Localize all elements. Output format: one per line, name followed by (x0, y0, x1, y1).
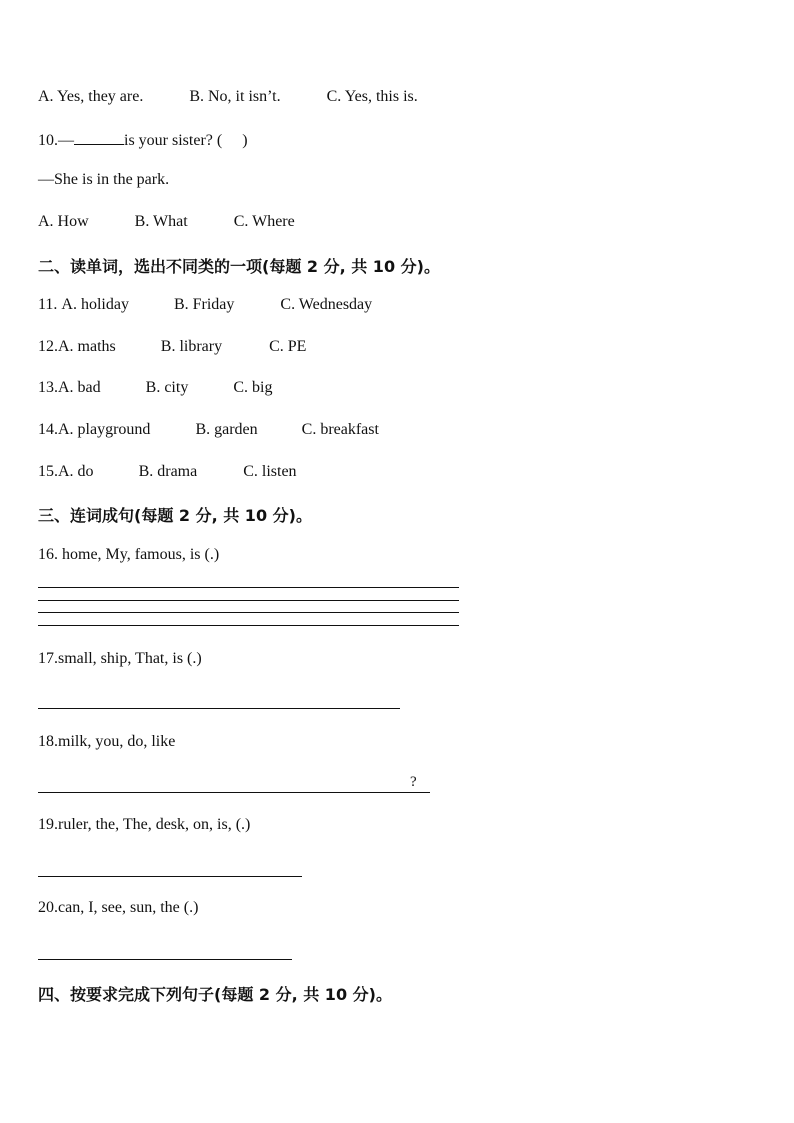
q10-option-c: C. Where (233, 213, 295, 230)
q20-prompt: 20.can, I, see, sun, the (.) (38, 899, 199, 916)
q15-option-c: C. listen (243, 463, 297, 480)
q16-answer-line-1 (38, 587, 459, 588)
q11-option-a: A. holiday (61, 296, 129, 313)
q13 (38, 379, 272, 397)
q20-answer-line (38, 959, 292, 960)
q9-option-a: A. Yes, they are. (38, 88, 144, 105)
q13-option-b: B. city (145, 379, 189, 396)
q10-paren-close: ) (242, 132, 248, 149)
q13-option-c: C. big (233, 379, 273, 396)
q18-answer-line (38, 792, 430, 793)
q13-option-a: A. bad (58, 379, 101, 396)
section3-heading: 三、连词成句(每题 2 分, 共 10 分)。 (38, 506, 312, 525)
q13-number: 13. (38, 379, 58, 396)
q16-answer-line-2 (38, 600, 459, 601)
q9-options (38, 88, 418, 106)
q18-question-mark: ? (410, 774, 417, 790)
section4-heading: 四、按要求完成下列句子(每题 2 分, 共 10 分)。 (38, 985, 392, 1004)
q16-answer-line-3 (38, 612, 459, 613)
q15-number: 15. (38, 463, 58, 480)
q10-number: 10. (38, 132, 58, 149)
q14-option-a: A. playground (58, 421, 151, 438)
q12-option-b: B. library (160, 338, 223, 355)
q11-option-b: B. Friday (173, 296, 235, 313)
q10-answer-line: —She is in the park. (38, 171, 170, 188)
q11-option-c: C. Wednesday (280, 296, 373, 313)
q16-answer-line-4 (38, 625, 459, 626)
q9-option-c: C. Yes, this is. (326, 88, 418, 105)
q10-blank (74, 130, 124, 145)
q15-option-b: B. drama (138, 463, 198, 480)
q14-option-c: C. breakfast (301, 421, 379, 438)
q17-answer-line (38, 708, 400, 709)
q12-option-c: C. PE (269, 338, 307, 355)
q10-stem-text: is your sister? ( (124, 132, 223, 149)
q18-prompt: 18.milk, you, do, like (38, 733, 176, 750)
section2-heading: 二、读单词，选出不同类的一项(每题 2 分, 共 10 分)。 (38, 257, 440, 276)
q12 (38, 338, 306, 356)
q19-prompt: 19.ruler, the, The, desk, on, is, (.) (38, 816, 251, 833)
q17-prompt: 17.small, ship, That, is (.) (38, 650, 202, 667)
q14-option-b: B. garden (195, 421, 258, 438)
q19-answer-line (38, 876, 302, 877)
q12-option-a: A. maths (58, 338, 116, 355)
q11 (38, 296, 372, 314)
q12-number: 12. (38, 338, 58, 355)
q10-dash: — (58, 132, 74, 149)
q16-prompt: 16. home, My, famous, is (.) (38, 546, 220, 563)
q10-option-a: A. How (38, 213, 89, 230)
q9-option-b: B. No, it isn’t. (189, 88, 281, 105)
q10-option-b: B. What (134, 213, 188, 230)
q15 (38, 463, 297, 481)
q10-stem (38, 130, 248, 150)
q10-options (38, 213, 295, 231)
q11-number: 11. (38, 296, 62, 313)
q14 (38, 421, 379, 439)
q14-number: 14. (38, 421, 58, 438)
q15-option-a: A. do (58, 463, 94, 480)
